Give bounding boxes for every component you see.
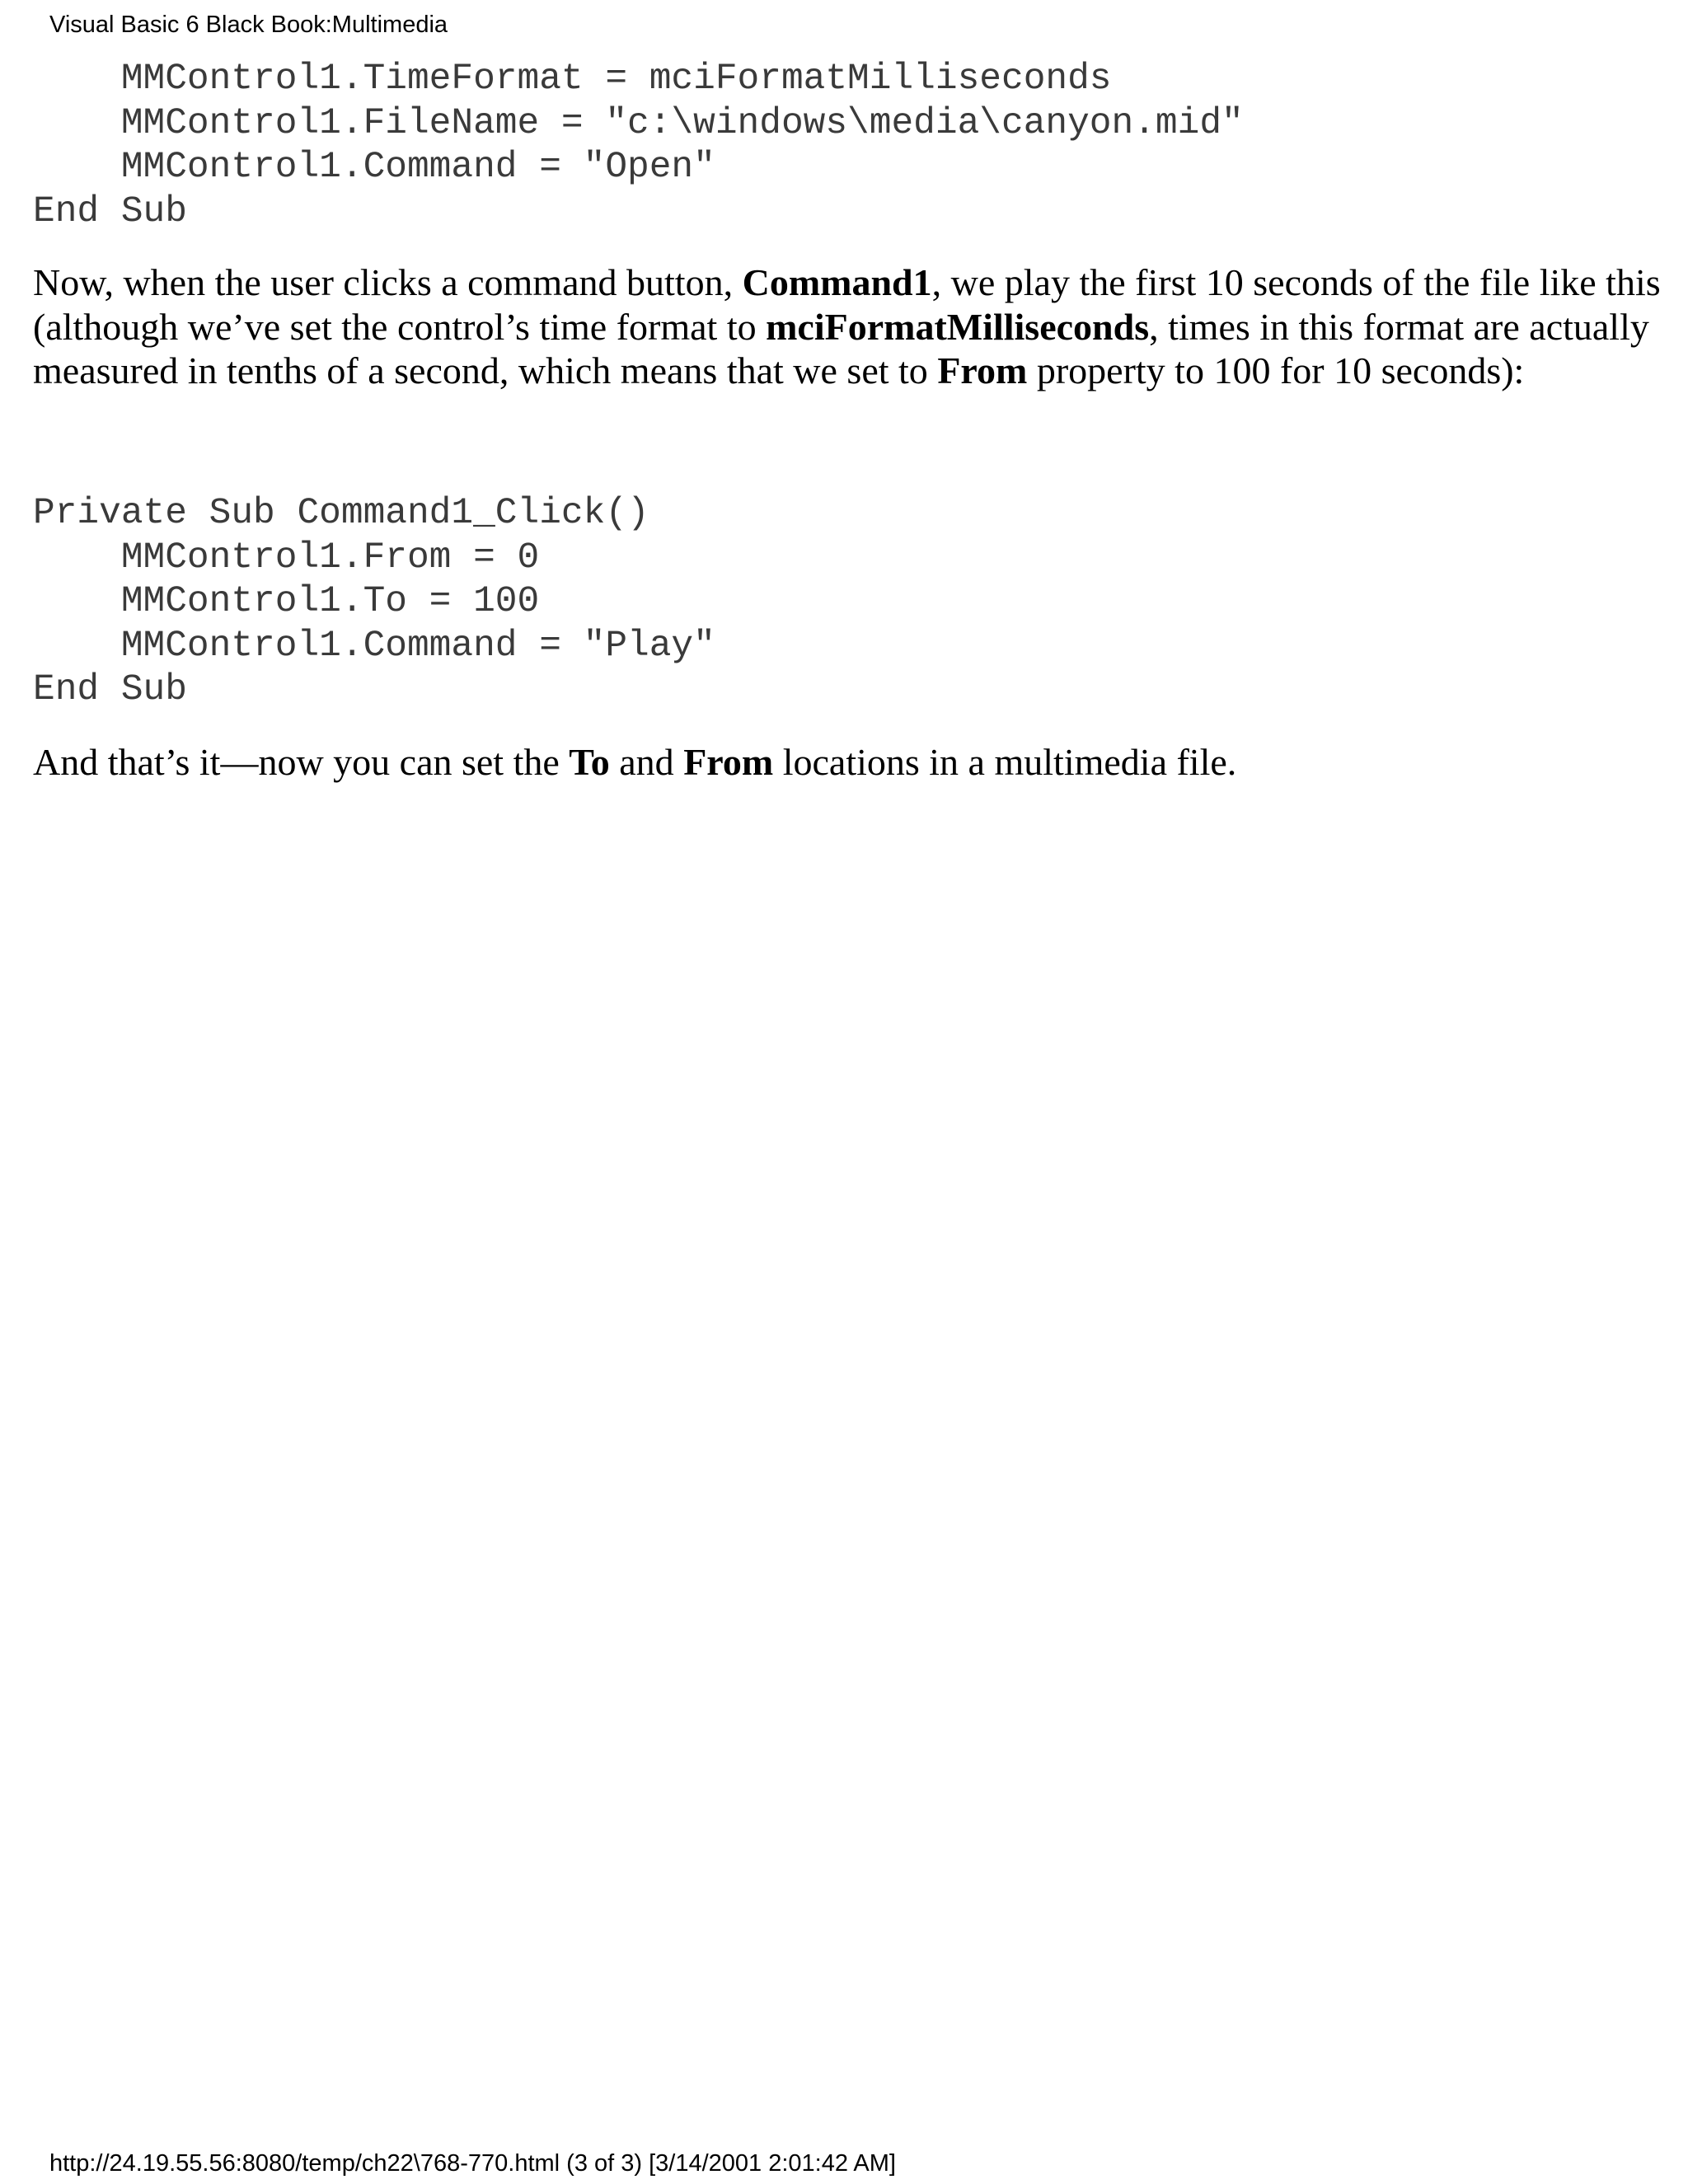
- paragraph-text: , we play the first 10 seconds of the file like this (although we’ve set the control’s time format to: [33, 261, 1661, 348]
- paragraph-play-explanation: [33, 260, 1661, 393]
- code-line: MMControl1.Command = "Open": [33, 147, 715, 188]
- paragraph-bold-term: Command1: [742, 261, 932, 303]
- paragraph-text: and: [609, 741, 684, 783]
- code-line: MMControl1.TimeFormat = mciFormatMilliseconds: [33, 59, 1112, 100]
- code-line: Private Sub Command1_Click(): [33, 493, 649, 534]
- code-block-play: [33, 492, 715, 713]
- page-footer-url: http://24.19.55.56:8080/temp/ch22\768-770.html (3 of 3) [3/14/2001 2:01:42 AM]: [49, 2150, 896, 2177]
- paragraph-text: locations in a multimedia file.: [773, 741, 1237, 783]
- paragraph-text: And that’s it—now you can set the: [33, 741, 570, 783]
- code-line: MMControl1.From = 0: [33, 537, 540, 579]
- code-line: End Sub: [33, 669, 187, 710]
- paragraph-text: Now, when the user clicks a command button,: [33, 261, 743, 303]
- code-line: MMControl1.To = 100: [33, 581, 540, 622]
- paragraph-text: , times in this format are actually measured in tenths of a second, which means that we set to: [33, 305, 1649, 391]
- code-line: End Sub: [33, 190, 187, 232]
- paragraph-bold-term: From: [937, 349, 1028, 391]
- paragraph-conclusion: [33, 740, 1661, 785]
- page-header-title: Visual Basic 6 Black Book:Multimedia: [49, 12, 448, 38]
- code-line: MMControl1.Command = "Play": [33, 625, 715, 667]
- code-line: MMControl1.FileName = "c:\windows\media\canyon.mid": [33, 102, 1244, 144]
- paragraph-bold-term: To: [569, 741, 610, 783]
- paragraph-bold-term: mciFormatMilliseconds: [766, 305, 1150, 348]
- paragraph-text: property to 100 for 10 seconds):: [1027, 349, 1525, 391]
- paragraph-bold-term: From: [683, 741, 774, 783]
- code-block-open: [33, 58, 1244, 234]
